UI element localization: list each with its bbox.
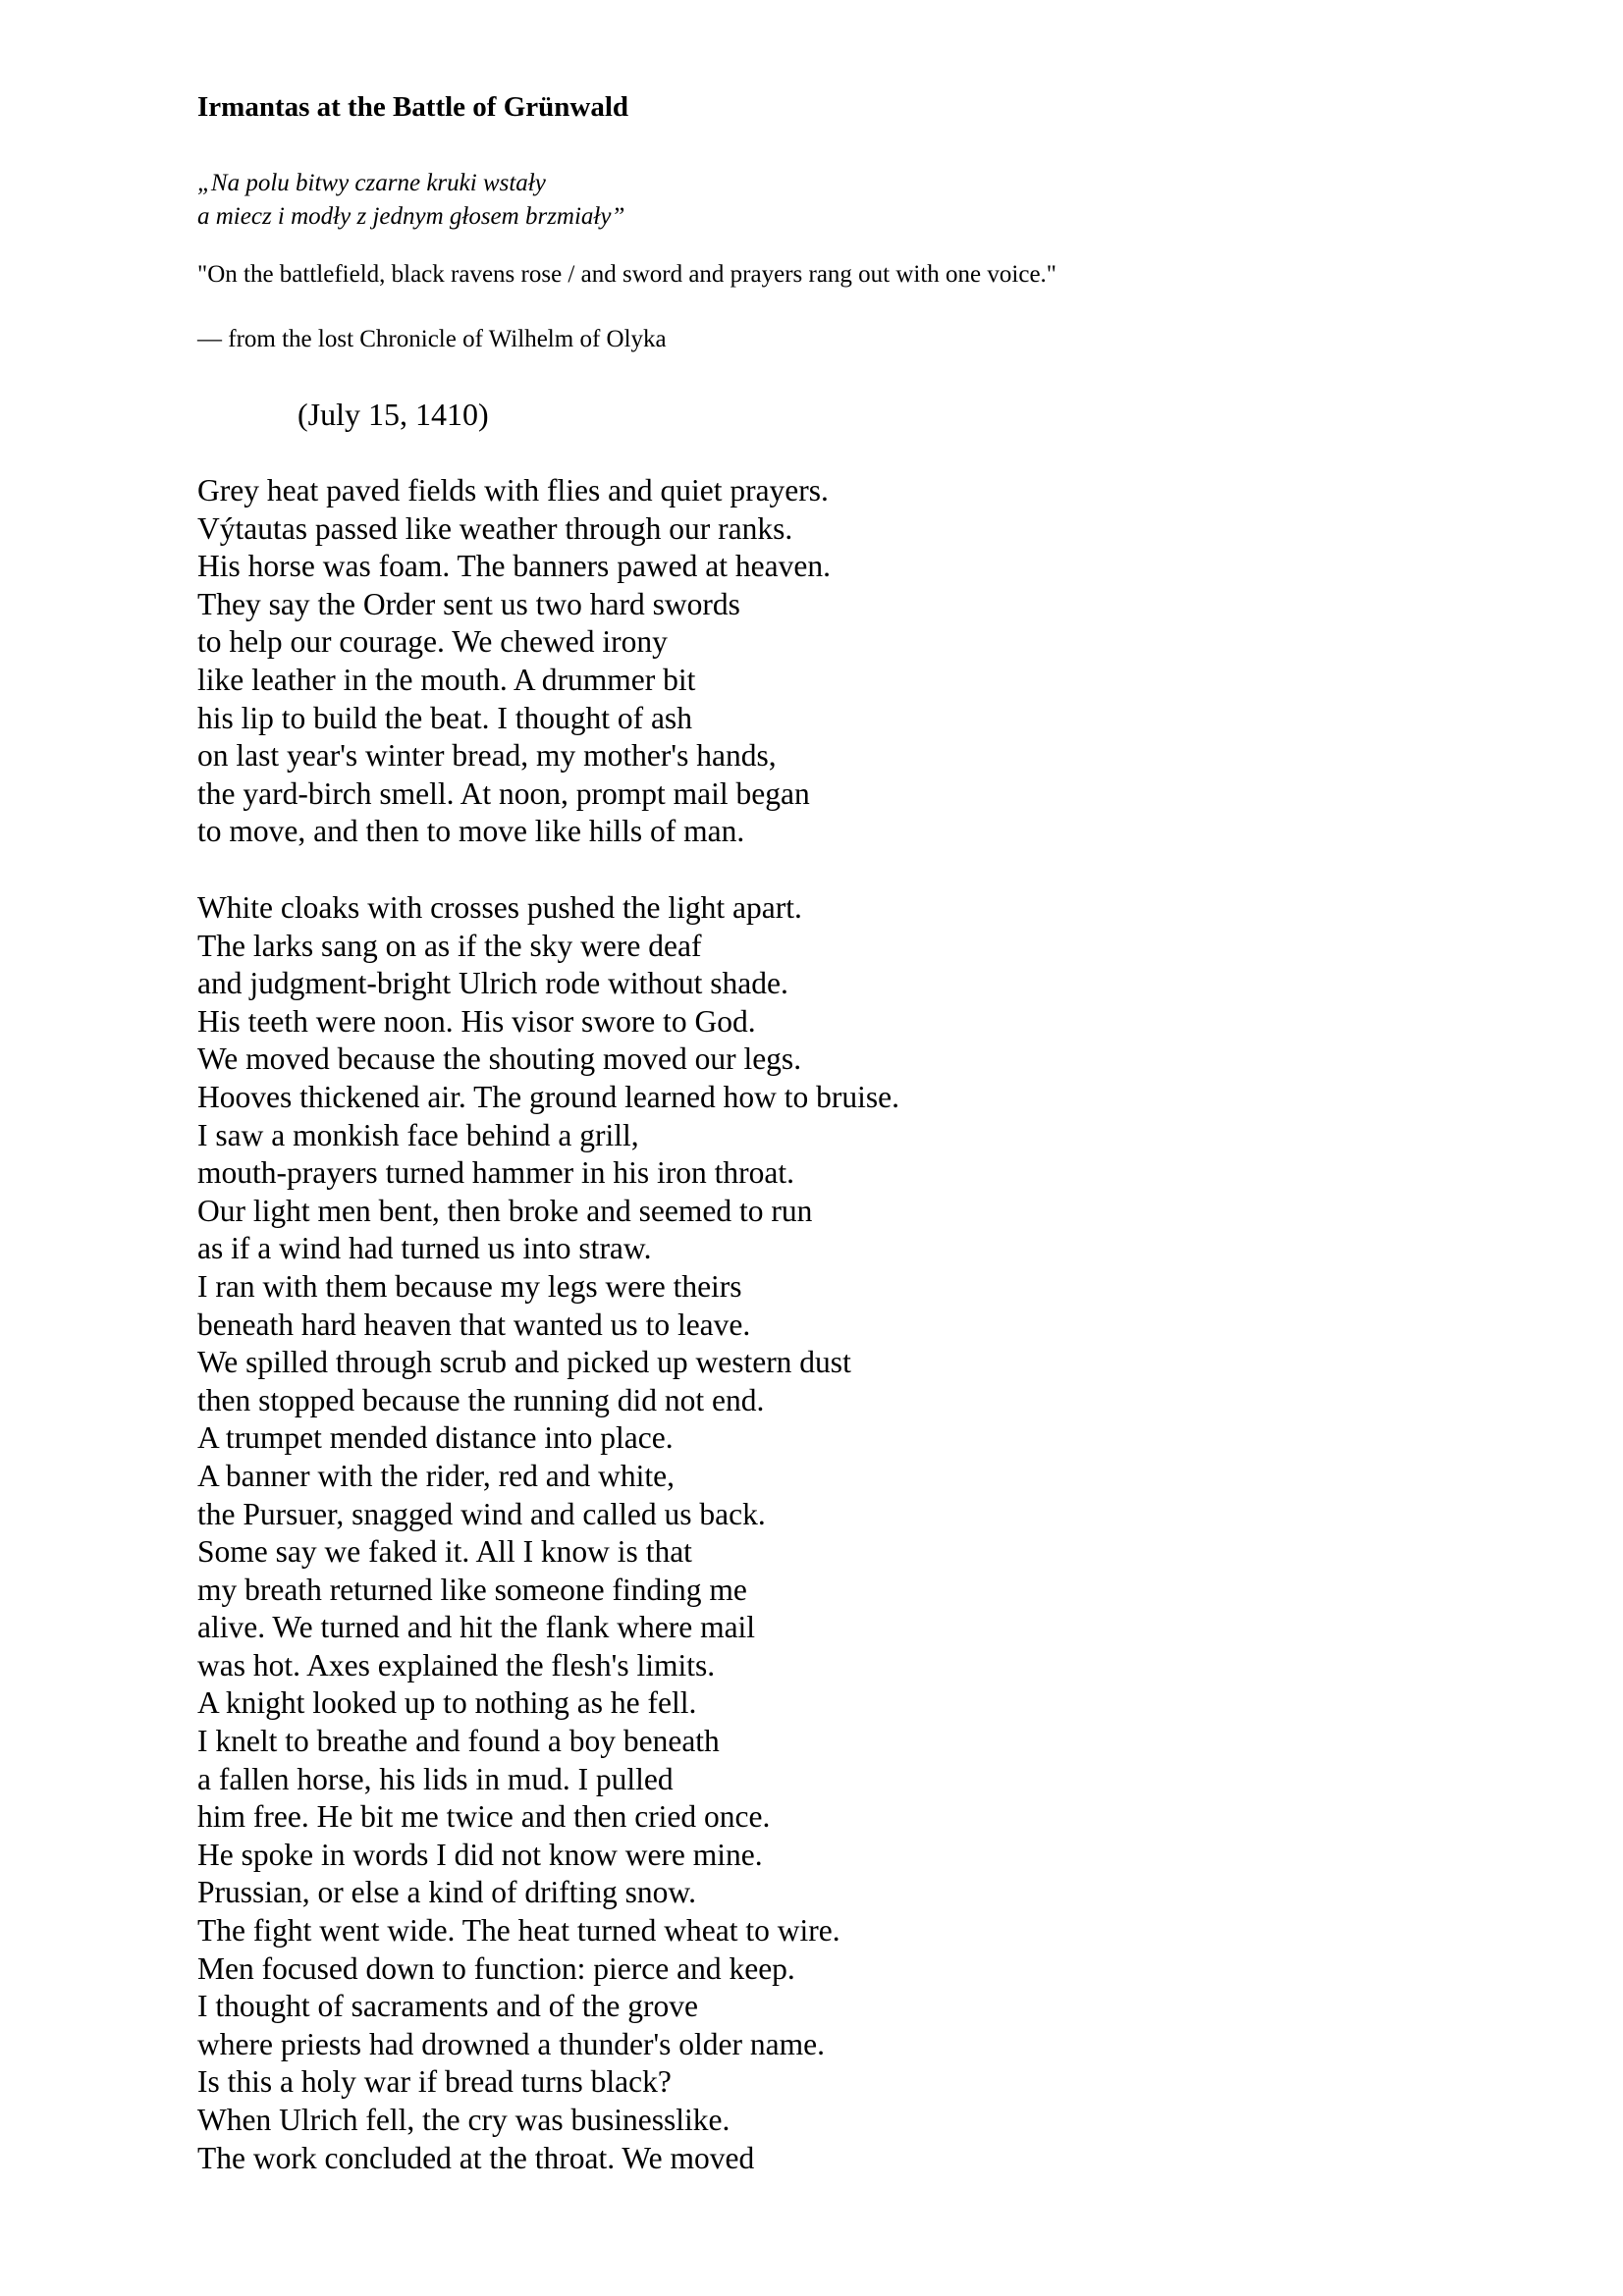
- poem-line: When Ulrich fell, the cry was businesslike.: [197, 2103, 730, 2137]
- poem-line: Grey heat paved fields with flies and quiet prayers.: [197, 473, 829, 507]
- poem-line: We spilled through scrub and picked up western dust: [197, 1345, 851, 1380]
- stanza-2: [197, 889, 899, 2177]
- poem-line: I thought of sacraments and of the grove: [197, 1989, 698, 2024]
- poem-line: like leather in the mouth. A drummer bit: [197, 662, 696, 697]
- poem-line: His horse was foam. The banners pawed at heaven.: [197, 549, 831, 584]
- poem-line: I ran with them because my legs were theirs: [197, 1268, 742, 1304]
- poem-line: Men focused down to function: pierce and keep.: [197, 1950, 795, 1986]
- poem-line: A banner with the rider, red and white,: [197, 1458, 675, 1493]
- poem-line: A knight looked up to nothing as he fell.: [197, 1685, 697, 1721]
- poem-line: He spoke in words I did not know were mine.: [197, 1837, 763, 1872]
- poem-line: His teeth were noon. His visor swore to God.: [197, 1003, 756, 1039]
- poem-line: was hot. Axes explained the flesh's limits.: [197, 1647, 716, 1682]
- poem-line: on last year's winter bread, my mother's hands,: [197, 738, 777, 774]
- poem-line: to move, and then to move like hills of man.: [197, 814, 745, 849]
- epigraph-translation: "On the battlefield, black ravens rose / and sword and prayers rang out with one voice.": [197, 261, 1056, 288]
- poem-line: to help our courage. We chewed irony: [197, 624, 668, 660]
- poem-line: mouth-prayers turned hammer in his iron throat.: [197, 1155, 794, 1191]
- poem-line: a fallen horse, his lids in mud. I pulled: [197, 1761, 674, 1796]
- epigraph: [197, 167, 624, 234]
- poem-line: A trumpet mended distance into place.: [197, 1420, 674, 1456]
- poem-line: Hooves thickened air. The ground learned how to bruise.: [197, 1079, 899, 1114]
- epigraph-attribution: — from the lost Chronicle of Wilhelm of Olyka: [197, 326, 667, 352]
- poem-line: Is this a holy war if bread turns black?: [197, 2064, 672, 2100]
- poem-line: Výtautas passed like weather through our ranks.: [197, 510, 793, 546]
- poem-line: my breath returned like someone finding me: [197, 1572, 747, 1607]
- poem-line: as if a wind had turned us into straw.: [197, 1231, 652, 1266]
- epigraph-line: „Na polu bitwy czarne kruki wstały: [197, 170, 546, 196]
- poem-date: (July 15, 1410): [298, 397, 489, 432]
- poem-line: The larks sang on as if the sky were deaf: [197, 928, 702, 963]
- poem-title: Irmantas at the Battle of Grünwald: [197, 91, 629, 123]
- poem-line: Prussian, or else a kind of drifting snow.: [197, 1875, 697, 1910]
- poem-line: Our light men bent, then broke and seemed to run: [197, 1193, 813, 1228]
- stanza-1: [197, 472, 831, 851]
- poem-line: The work concluded at the throat. We moved: [197, 2140, 755, 2175]
- poem-line: the Pursuer, snagged wind and called us back.: [197, 1496, 766, 1531]
- poem-line: They say the Order sent us two hard swords: [197, 586, 740, 621]
- poem-line: I saw a monkish face behind a grill,: [197, 1117, 639, 1152]
- poem-line: where priests had drowned a thunder's older name.: [197, 2026, 825, 2061]
- poem-line: Some say we faked it. All I know is that: [197, 1534, 692, 1570]
- poem-line: him free. He bit me twice and then cried once.: [197, 1799, 771, 1835]
- poem-line: I knelt to breathe and found a boy beneath: [197, 1724, 720, 1759]
- poem-line: the yard-birch smell. At noon, prompt mail began: [197, 775, 810, 811]
- poem-line: We moved because the shouting moved our legs.: [197, 1041, 802, 1077]
- epigraph-line: a miecz i modły z jednym głosem brzmiały”: [197, 203, 625, 230]
- poem-line: The fight went wide. The heat turned wheat to wire.: [197, 1913, 840, 1949]
- poem-line: and judgment-bright Ulrich rode without shade.: [197, 966, 788, 1001]
- poem-line: White cloaks with crosses pushed the light apart.: [197, 890, 802, 925]
- poem-line: alive. We turned and hit the flank where mail: [197, 1610, 756, 1645]
- poem-line: beneath hard heaven that wanted us to leave.: [197, 1307, 751, 1342]
- poem-line: then stopped because the running did not end.: [197, 1382, 765, 1417]
- poem-line: his lip to build the beat. I thought of ash: [197, 700, 692, 735]
